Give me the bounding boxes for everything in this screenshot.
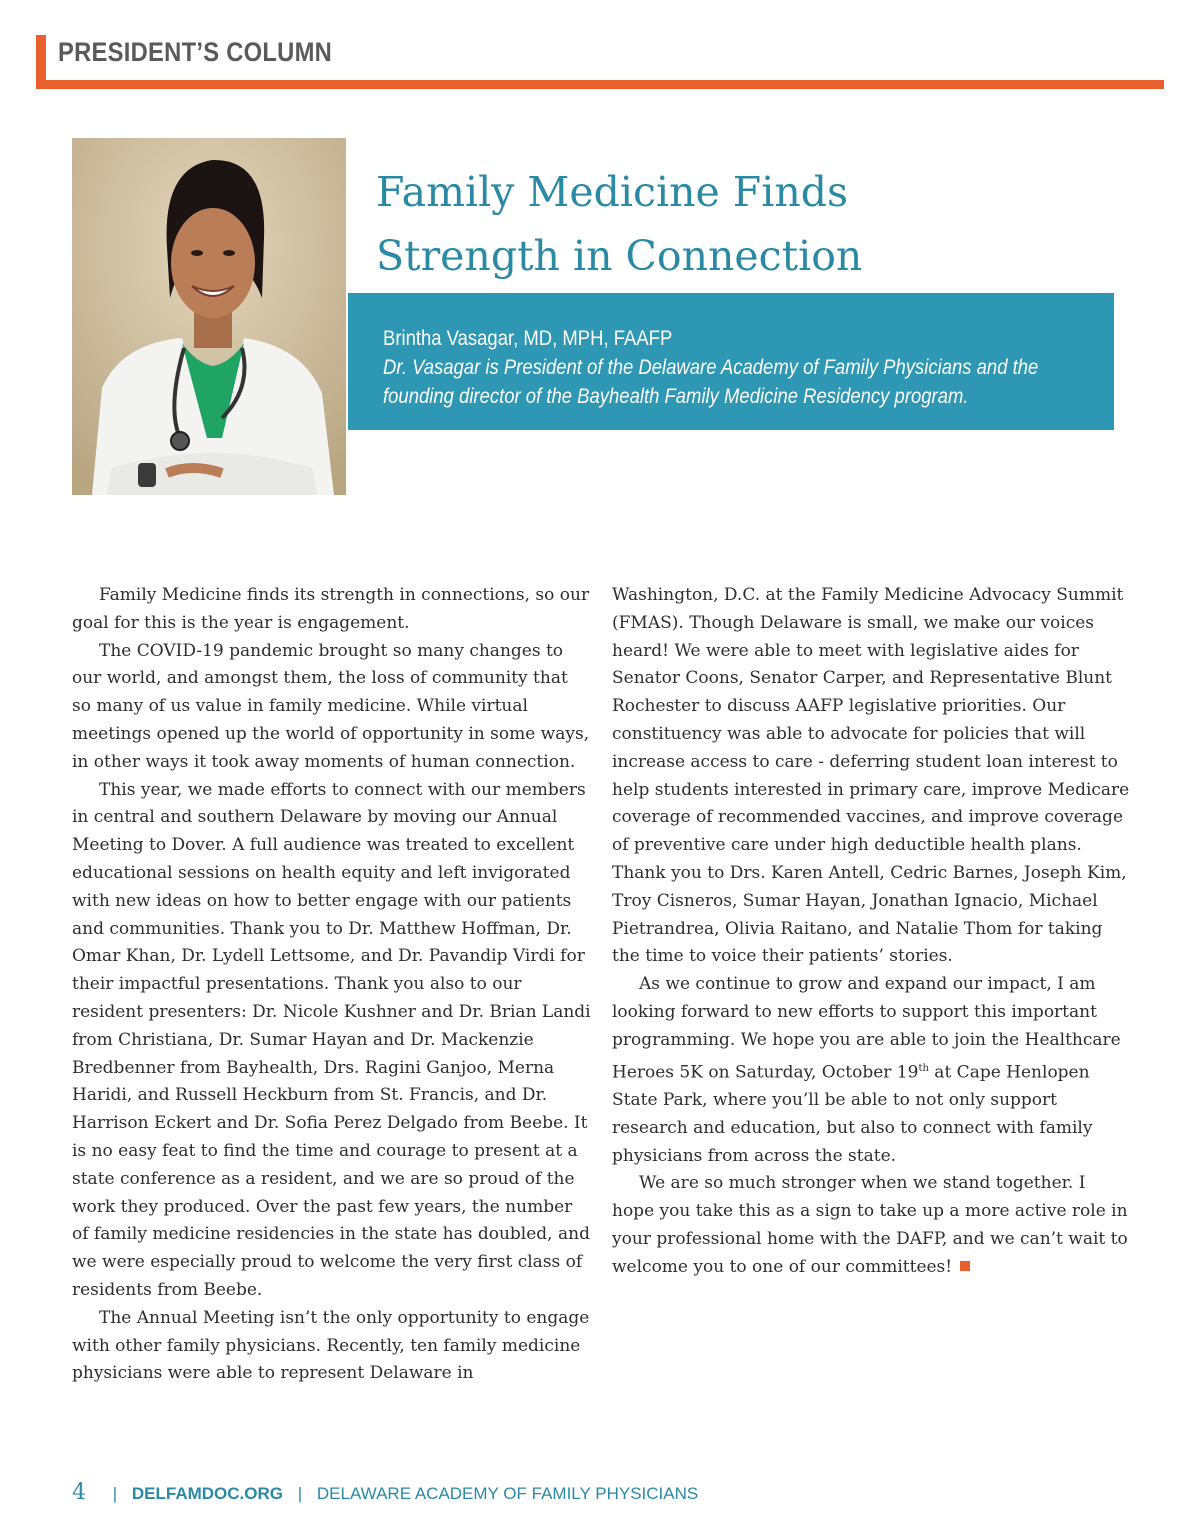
footer-separator: | [297,1484,303,1503]
section-rule [36,80,1164,89]
page-footer [72,1480,698,1510]
ordinal-suffix: th [918,1062,929,1074]
byline-box [348,293,1114,430]
website-link[interactable]: DELFAMDOC.ORG [131,1484,283,1503]
paragraph-text: at Cape Henlopen State Park, where you’ll be able to not only support research and education, but also to connect with family physicians from across the state. [612,1062,1093,1166]
end-of-article-mark [960,1261,970,1271]
paragraph: The COVID-19 pandemic brought so many changes to our world, and amongst them, the loss of community that so many of us value in family medicine. While virtual meetings opened up the world of opportunity in some ways, in other ways it took away moments of human connection. [72,640,590,772]
author-bio: Dr. Vasagar is President of the Delaware Academy of Family Physicians and the founding director of the Bayhealth Family Medicine Residency program. [383,356,1039,408]
article-title [376,160,1136,288]
paragraph: Family Medicine finds its strength in connections, so our goal for this is the year is engagement. [72,585,590,633]
footer-separator: | [112,1484,118,1503]
paragraph [612,971,1132,1170]
body-column-left [72,582,592,1388]
title-line-1: Family Medicine Finds [376,168,849,216]
section-label: PRESIDENT’S COLUMN [58,37,333,67]
page-number: 4 [72,1480,86,1505]
paragraph [612,1170,1132,1281]
paragraph-text: As we continue to grow and expand our impact, I am looking forward to new efforts to support this important programming. We hope you are able to join the Healthcare Heroes 5K on Saturday, October 19 [612,974,1121,1083]
portrait-illustration [72,138,346,495]
paragraph: The Annual Meeting isn’t the only opportunity to engage with other family physicians. Recently, ten family medicine physicians were able to represent Delaware in [72,1307,590,1384]
body-column-right [612,582,1132,1282]
paragraph-text: We are so much stronger when we stand together. I hope you take this as a sign to take up a more active role in your professional home with the DAFP, and we can’t wait to welcome you to one of our committees! [612,1173,1128,1277]
paragraph-continued: Washington, D.C. at the Family Medicine Advocacy Summit (FMAS). Though Delaware is small, we make our voices heard! We were able to meet with legislative aides for Senator Coons, Senator Carper, and Representative Blunt Rochester to discuss AAFP legislative priorities. Our constituency was able to advocate for policies that will increase access to care - deferring student loan interest to help students interested in primary care, improve Medicare coverage of recommended vaccines, and improve coverage of preventive care under high deductible health plans. Thank you to Drs. Karen Antell, Cedric Barnes, Joseph Kim, Troy Cisneros, Sumar Hayan, Jonathan Ignacio, Michael Pietrandrea, Olivia Raitano, and Natalie Thom for taking the time to voice their patients’ stories. [612,585,1130,967]
paragraph: This year, we made efforts to connect with our members in central and southern Delaware by moving our Annual Meeting to Dover. A full audience was treated to excellent educational sessions on health equity and left invigorated with new ideas on how to better engage with our patients and communities. Thank you to Dr. Matthew Hoffman, Dr. Omar Khan, Dr. Lydell Lettsome, and Dr. Pavandip Virdi for their impactful presentations. Thank you also to our resident presenters: Dr. Nicole Kushner and Dr. Brian Landi from Christiana, Dr. Sumar Hayan and Dr. Mackenzie Bredbenner from Bayhealth, Drs. Ragini Ganjoo, Merna Haridi, and Russell Heckburn from St. Francis, and Dr. Harrison Eckert and Dr. Sofia Perez Delgado from Beebe. It is no easy feat to find the time and courage to present at a state conference as a resident, and we are so proud of the work they produced. Over the past few years, the number of family medicine residencies in the state has doubled, and we were especially proud to welcome the very first class of residents from Beebe. [72,779,591,1300]
author-name: Brintha Vasagar, MD, MPH, FAAFP [383,327,673,350]
section-header [36,35,1166,89]
organization-name: DELAWARE ACADEMY OF FAMILY PHYSICIANS [316,1484,699,1503]
title-line-2: Strength in Connection [376,232,863,280]
author-photo [72,138,346,495]
